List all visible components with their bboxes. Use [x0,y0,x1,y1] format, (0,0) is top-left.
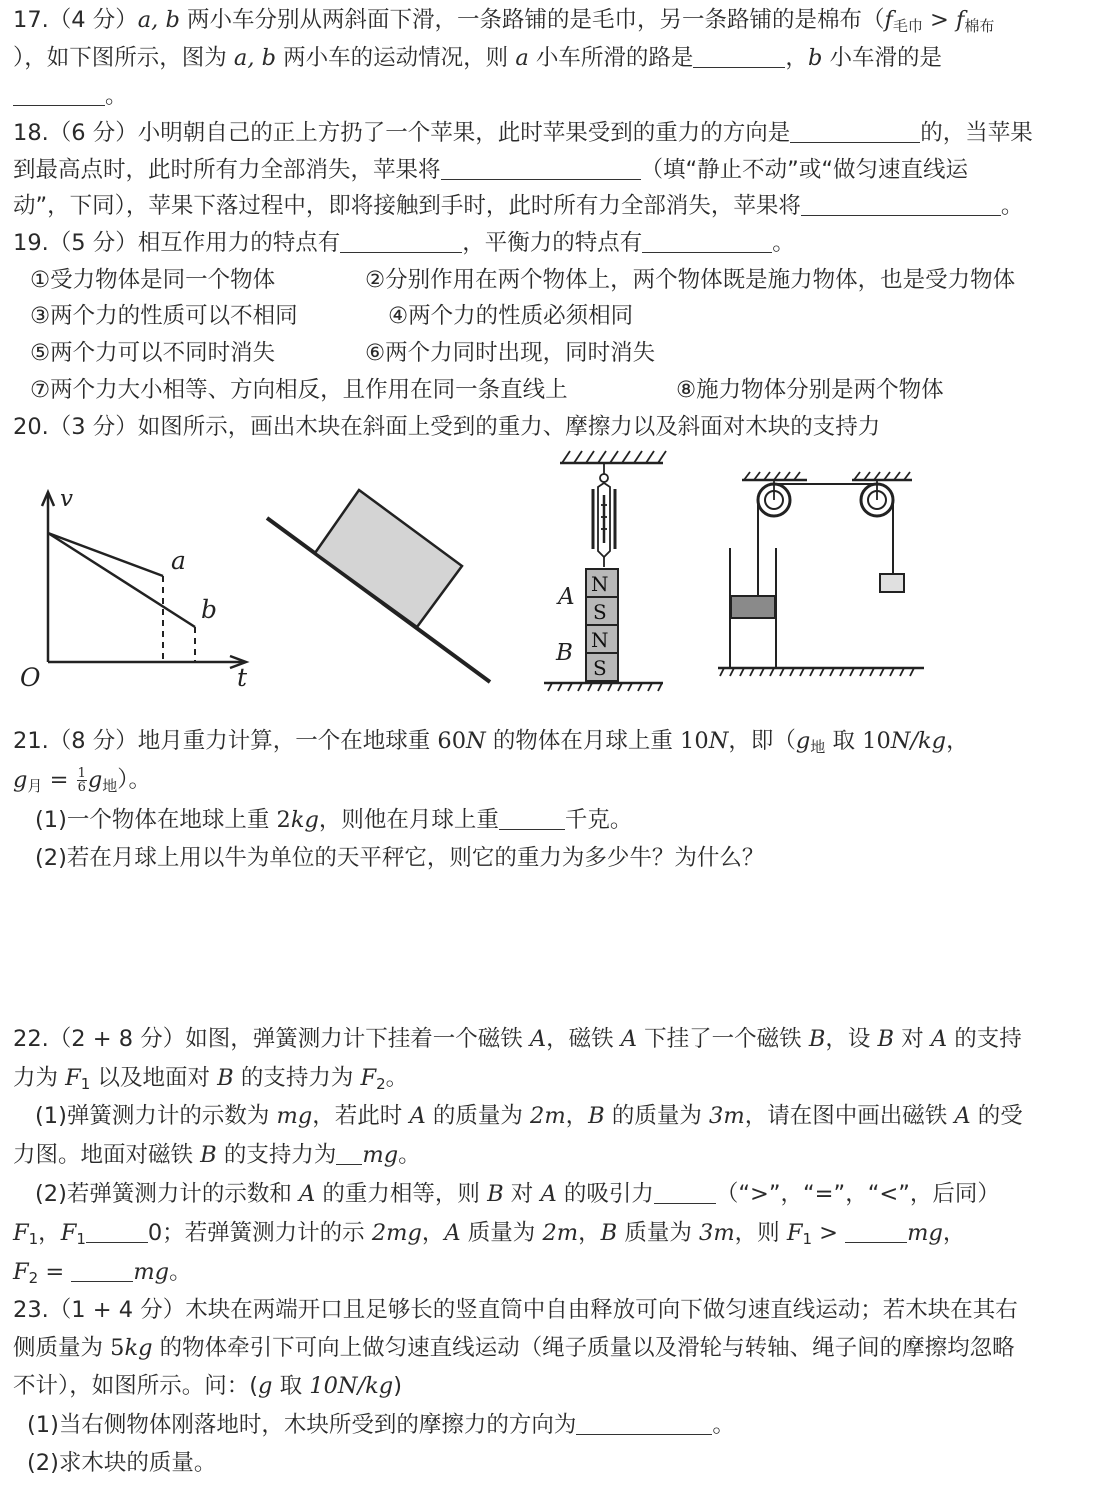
q22-part-1-line-2: 力图。地面对磁铁 B 的支持力为 mg。 [13,1142,421,1168]
origin-label: O [20,663,41,692]
vt-graph-figure [10,480,255,695]
pole-label: S [593,600,607,624]
q22-part-2-line-2: $F_1$，$F_1$ 0；若弹簧测力计的示 2mg，A 质量为 2m，B 质量为 3m，则 $F_1$ > mg， [13,1220,966,1248]
q18-line-1: 18.（6 分）小明朝自己的正上方扔了一个苹果，此时苹果受到的重力的方向是 的，当苹果 [13,120,1033,146]
answer-blank[interactable] [693,45,785,68]
fraction: $\frac{1}{6}$ [77,766,86,795]
answer-blank[interactable] [845,1220,907,1243]
q21-stem-line-2: $g_月$ = $\frac{1}{6}$ $g_地$）。 [13,766,152,795]
magnet-a-label: A [558,584,575,610]
q23-part-2: (2)求木块的质量。 [27,1450,217,1476]
magnets-spring-scale-figure [538,447,673,692]
answer-blank[interactable] [499,807,565,830]
answer-blank[interactable] [441,157,641,180]
q18-line-2: 到最高点时，此时所有力全部消失，苹果将 （填“静止不动”或“做匀速直线运 [13,157,968,183]
v-axis-label: v [60,486,73,512]
answer-blank[interactable] [654,1181,716,1204]
q22-part-2-line-1: (2)若弹簧测力计的示数和 A 的重力相等，则 B 对 A 的吸引力 （“>”，“=”，“<”，后同） [35,1181,1000,1207]
q23-stem-line-2: 侧质量为 5kg 的物体牵引下可向上做匀速直线运动（绳子质量以及滑轮与转轴、绳子间的摩擦均忽略 [13,1335,1015,1361]
q19-option-3: ③两个力的性质可以不相同 [30,303,298,329]
q23-part-1: (1)当右侧物体刚落地时，木块所受到的摩擦力的方向为 。 [27,1412,735,1438]
answer-blank[interactable] [336,1142,362,1165]
answer-blank[interactable] [576,1412,712,1435]
answer-blank[interactable] [86,1220,148,1243]
q17-line-3: 。 [13,81,128,111]
pole-label: S [593,656,607,680]
q22-stem-line-1: 22.（2 + 8 分）如图，弹簧测力计下挂着一个磁铁 A，磁铁 A 下挂了一个磁铁 B，设 B 对 A 的支持 [13,1026,1022,1052]
answer-blank[interactable] [790,120,920,143]
q19-option-2: ②分别作用在两个物体上，两个物体既是施力物体，也是受力物体 [365,267,1016,293]
answer-blank[interactable] [13,83,105,106]
q21-part-2: (2)若在月球上用以牛为单位的天平秤它，则它的重力为多少牛？为什么？ [35,845,765,871]
pole-label: N [591,628,609,652]
line-b-label: b [201,595,218,624]
q19-option-5: ⑤两个力可以不同时消失 [30,340,276,366]
magnet-b-label: B [556,640,573,666]
q19-option-8: ⑧施力物体分别是两个物体 [676,377,944,403]
answer-blank[interactable] [340,230,462,253]
incline-block-figure [262,480,497,690]
q19-option-6: ⑥两个力同时出现，同时消失 [365,340,656,366]
q19-option-1: ①受力物体是同一个物体 [30,267,276,293]
t-axis-label: t [237,663,248,692]
q19-option-4: ④两个力的性质必须相同 [388,303,634,329]
q17-line-1: 17.（4 分）a, b 两小车分别从两斜面下滑，一条路铺的是毛巾，另一条路铺的是棉布（$f_{毛巾} > f_{棉布}$ [13,7,995,35]
q23-stem-line-1: 23.（1 + 4 分）木块在两端开口且足够长的竖直筒中自由释放可向下做匀速直线运动；若木块在其右 [13,1297,1018,1323]
q19-option-7: ⑦两个力大小相等、方向相反，且作用在同一条直线上 [30,377,568,403]
pulley-tube-figure [712,468,932,683]
answer-blank[interactable] [642,230,772,253]
q18-line-3: 动”，下同），苹果下落过程中，即将接触到手时，此时所有力全部消失，苹果将 。 [13,193,1024,219]
answer-blank[interactable] [801,193,1001,216]
q21-part-1: (1)一个物体在地球上重 2kg，则他在月球上重 千克。 [35,807,633,833]
q21-stem-line-1: 21.（8 分）地月重力计算，一个在地球重 60N 的物体在月球上重 10N，即（$g_地$ 取 10N/kg， [13,728,969,756]
line-a-label: a [171,546,186,575]
q20-stem: 20.（3 分）如图所示，画出木块在斜面上受到的重力、摩擦力以及斜面对木块的支持力 [13,414,881,440]
q22-part-1-line-1: (1)弹簧测力计的示数为 mg，若此时 A 的质量为 2m，B 的质量为 3m，请在图中画出磁铁 A 的受 [35,1103,1023,1129]
q19-stem: 19.（5 分）相互作用力的特点有 ，平衡力的特点有 。 [13,230,795,256]
q22-stem-line-2: 力为 $F_1$ 以及地面对 B 的支持力为 $F_2$。 [13,1065,409,1093]
q23-stem-line-3: 不计），如图所示。问：(g 取 10N/kg) [13,1373,402,1399]
q17-line-2: ），如下图所示，图为 a, b 两小车的运动情况，则 a 小车所滑的路是 ，b 小车滑的是 [13,45,942,71]
pole-label: N [591,572,609,596]
q22-part-2-line-3: $F_2$ = mg。 [13,1259,192,1287]
answer-blank[interactable] [71,1259,133,1282]
